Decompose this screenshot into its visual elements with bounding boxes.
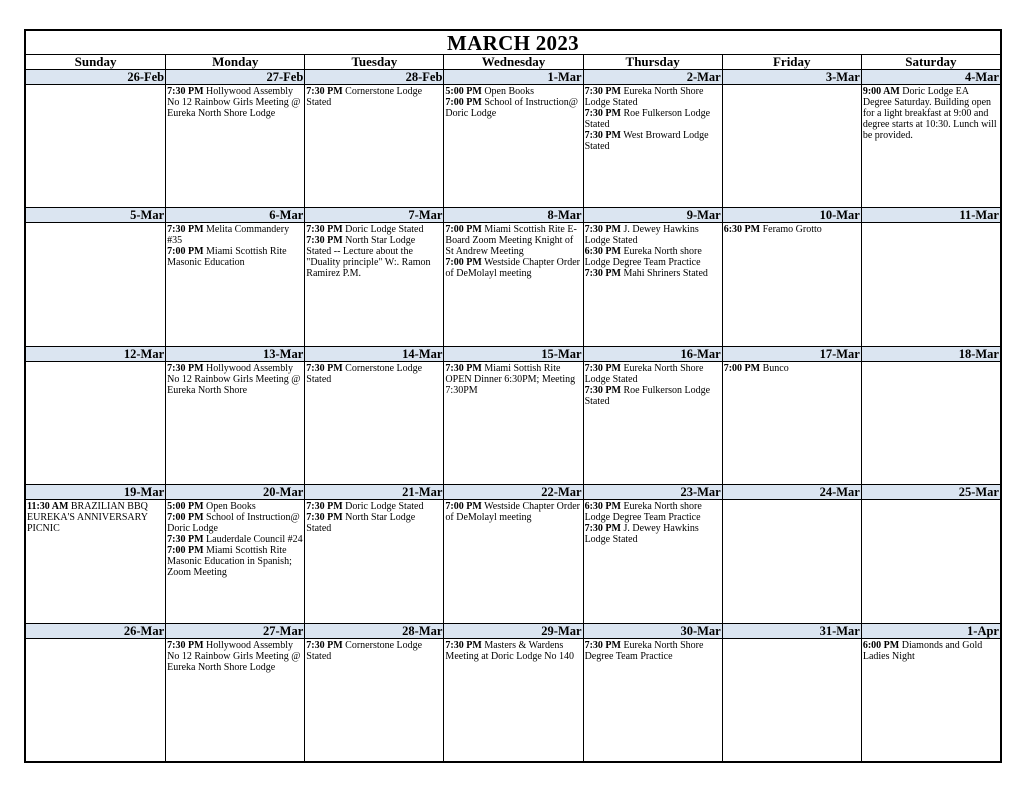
calendar-event (585, 130, 721, 152)
day-events (584, 223, 722, 279)
calendar-event (445, 86, 581, 97)
day-date: 27-Mar (166, 624, 304, 639)
day-cell (165, 624, 304, 761)
event-time: 7:30 PM (306, 362, 343, 374)
day-cell (583, 485, 722, 622)
event-time: 7:00 PM (167, 545, 204, 557)
day-cell (165, 208, 304, 345)
event-time: 7:00 PM (167, 512, 204, 524)
day-cell (443, 485, 582, 622)
calendar-event (167, 246, 303, 268)
event-description: School of Instruction@ Doric Lodge (167, 512, 300, 535)
calendar-event (445, 363, 581, 396)
day-events (26, 362, 165, 363)
event-description: Eureka North Shore Degree Team Practice (584, 639, 704, 662)
day-events (723, 639, 861, 640)
event-time: 7:30 PM (306, 501, 343, 513)
day-cell (583, 347, 722, 484)
day-date: 11-Mar (862, 208, 1000, 223)
event-description: Miami Scottish Rite Masonic Education (167, 246, 287, 269)
day-cell (26, 485, 165, 622)
weekday-wednesday: Wednesday (443, 55, 582, 69)
day-date: 12-Mar (26, 347, 165, 362)
day-events (305, 85, 443, 108)
weekday-saturday: Saturday (861, 55, 1000, 69)
day-date: 6-Mar (166, 208, 304, 223)
day-cell (861, 347, 1000, 484)
day-cell (165, 485, 304, 622)
day-date: 26-Feb (26, 70, 165, 85)
event-description: Miami Sottish Rite OPEN Dinner 6:30PM; Meeting 7:30PM (445, 362, 576, 396)
event-time: 6:00 PM (862, 639, 900, 651)
day-events (26, 639, 165, 640)
calendar-event (27, 501, 164, 534)
calendar-event (585, 86, 721, 108)
day-date: 5-Mar (26, 208, 165, 223)
day-events (166, 85, 304, 119)
day-events (305, 223, 443, 279)
day-date: 14-Mar (305, 347, 443, 362)
day-date: 3-Mar (723, 70, 861, 85)
event-time: 7:30 PM (584, 639, 621, 651)
week-row (26, 346, 1000, 484)
day-cell (26, 70, 165, 207)
event-time: 5:00 PM (445, 86, 482, 97)
day-cell (722, 624, 861, 761)
day-events (166, 223, 304, 268)
calendar-event (585, 501, 721, 523)
day-date: 28-Mar (305, 624, 443, 639)
event-description: Eureka North shore Lodge Degree Team Practice (584, 246, 702, 269)
calendar-event (585, 268, 721, 279)
event-time: 7:00 PM (445, 224, 482, 236)
day-events (723, 362, 861, 374)
weekday-header-row (26, 55, 1000, 70)
day-cell (861, 70, 1000, 207)
event-time: 7:30 PM (167, 86, 204, 97)
calendar-event (445, 501, 581, 523)
event-time: 5:00 PM (167, 501, 204, 513)
calendar-event (585, 385, 721, 407)
day-date: 22-Mar (444, 485, 582, 500)
event-description: Doric Lodge EA Degree Saturday. Building open for a light breakfast at 9:00 and degree starts at 10:30. Lunch will be provided. (862, 86, 997, 141)
event-description: Hollywood Assembly No 12 Rainbow Girls Meeting @ Eureka North Shore Lodge (167, 86, 301, 119)
event-description: Hollywood Assembly No 12 Rainbow Girls Meeting @ Eureka North Shore (167, 362, 301, 396)
event-time: 7:00 PM (445, 501, 482, 513)
day-date: 13-Mar (166, 347, 304, 362)
day-events (584, 362, 722, 407)
day-events (862, 223, 1000, 224)
day-cell (722, 485, 861, 622)
event-time: 7:30 PM (306, 639, 343, 651)
calendar-event (863, 640, 999, 662)
event-time: 7:30 PM (445, 362, 482, 374)
event-time: 7:30 PM (306, 512, 343, 524)
event-description: Doric Lodge Stated (345, 501, 424, 513)
weekday-friday: Friday (722, 55, 861, 69)
calendar (24, 29, 1002, 763)
day-events (584, 85, 722, 152)
day-events (166, 639, 304, 673)
event-time: 7:00 PM (445, 257, 482, 269)
event-time: 6:30 PM (723, 224, 761, 236)
calendar-event (167, 534, 303, 545)
day-cell (165, 70, 304, 207)
day-events (26, 500, 165, 534)
day-cell (304, 208, 443, 345)
day-events (444, 500, 582, 523)
day-events (166, 500, 304, 578)
day-cell (583, 624, 722, 761)
day-date: 25-Mar (862, 485, 1000, 500)
event-time: 9:00 AM (862, 86, 900, 97)
day-cell (26, 624, 165, 761)
event-description: J. Dewey Hawkins Lodge Stated (584, 523, 699, 546)
calendar-event (306, 501, 442, 512)
calendar-event (306, 640, 442, 662)
day-events (862, 85, 1000, 141)
day-events (166, 362, 304, 396)
day-cell (722, 70, 861, 207)
event-time: 7:30 PM (584, 523, 621, 535)
event-description: Masters & Wardens Meeting at Doric Lodge No 140 (445, 639, 575, 662)
event-time: 11:30 AM (27, 501, 69, 513)
day-date: 23-Mar (584, 485, 722, 500)
day-cell (443, 208, 582, 345)
weekday-monday: Monday (165, 55, 304, 69)
calendar-event (585, 640, 721, 662)
event-description: Hollywood Assembly No 12 Rainbow Girls Meeting @ Eureka North Shore Lodge (167, 639, 301, 673)
day-date: 24-Mar (723, 485, 861, 500)
day-events (723, 500, 861, 501)
event-description: Diamonds and Gold Ladies Night (862, 639, 983, 662)
event-time: 7:30 PM (584, 108, 621, 119)
event-description: Feramo Grotto (762, 224, 822, 236)
day-date: 28-Feb (305, 70, 443, 85)
event-description: Eureka North shore Lodge Degree Team Practice (584, 501, 702, 524)
event-description: School of Instruction@ Doric Lodge (445, 97, 578, 119)
day-cell (304, 485, 443, 622)
day-date: 10-Mar (723, 208, 861, 223)
weekday-sunday: Sunday (74, 54, 117, 69)
event-description: Melita Commandery #35 (167, 224, 290, 247)
event-description: Cornerstone Lodge Stated (306, 639, 423, 662)
week-row (26, 207, 1000, 345)
calendar-event (306, 224, 442, 235)
day-cell (861, 624, 1000, 761)
day-events (723, 223, 861, 235)
day-events (444, 639, 582, 662)
event-description: Eureka North Shore Lodge Stated (584, 86, 704, 108)
day-cell (26, 208, 165, 345)
event-time: 7:00 PM (445, 97, 482, 108)
event-description: Cornerstone Lodge Stated (306, 362, 423, 385)
day-cell (722, 347, 861, 484)
event-description: Westside Chapter Order of DeMolayl meeting (445, 501, 580, 524)
event-time: 7:00 PM (167, 246, 204, 258)
calendar-event (585, 363, 721, 385)
event-description: Roe Fulkerson Lodge Stated (584, 108, 711, 130)
weekday-tuesday: Tuesday (304, 55, 443, 69)
day-events (862, 362, 1000, 363)
day-date: 17-Mar (723, 347, 861, 362)
day-events (26, 85, 165, 86)
day-cell (304, 347, 443, 484)
calendar-event (167, 86, 303, 119)
event-description: Open Books (206, 501, 256, 513)
day-date: 7-Mar (305, 208, 443, 223)
event-description: Cornerstone Lodge Stated (306, 86, 423, 108)
calendar-event (445, 640, 581, 662)
weekday-thursday: Thursday (583, 55, 722, 69)
calendar-event (167, 224, 303, 246)
day-cell (304, 624, 443, 761)
event-time: 7:30 PM (584, 130, 621, 141)
day-events (26, 223, 165, 224)
day-cell (443, 624, 582, 761)
day-date: 26-Mar (26, 624, 165, 639)
day-events (723, 85, 861, 86)
day-cell (861, 208, 1000, 345)
calendar-event (585, 246, 721, 268)
event-time: 6:30 PM (584, 246, 621, 258)
calendar-event (585, 224, 721, 246)
event-description: Doric Lodge Stated (345, 224, 424, 236)
day-date: 1-Mar (444, 70, 582, 85)
day-events (444, 85, 582, 119)
event-time: 7:30 PM (167, 534, 204, 546)
day-events (862, 500, 1000, 501)
day-cell (722, 208, 861, 345)
day-date: 19-Mar (26, 485, 165, 500)
event-time: 7:30 PM (167, 224, 204, 236)
calendar-event (863, 86, 999, 141)
calendar-event (167, 512, 303, 534)
event-description: Lauderdale Council #24 (206, 534, 303, 546)
day-cell (583, 70, 722, 207)
event-description: West Broward Lodge Stated (584, 130, 709, 152)
event-description: Miami Scottish Rite Masonic Education in Spanish; Zoom Meeting (167, 545, 292, 579)
calendar-event (167, 640, 303, 673)
week-row (26, 484, 1000, 622)
day-date: 4-Mar (862, 70, 1000, 85)
event-time: 7:30 PM (167, 362, 204, 374)
calendar-event (306, 235, 442, 279)
event-time: 7:30 PM (584, 86, 621, 97)
calendar-event (167, 545, 303, 578)
day-date: 2-Mar (584, 70, 722, 85)
day-events (584, 639, 722, 662)
event-time: 7:30 PM (306, 235, 343, 247)
week-row (26, 70, 1000, 207)
day-cell (26, 347, 165, 484)
calendar-event (167, 363, 303, 396)
calendar-event (585, 108, 721, 130)
event-time: 7:30 PM (445, 639, 482, 651)
calendar-weeks (26, 70, 1000, 761)
calendar-event (167, 501, 303, 512)
day-date: 20-Mar (166, 485, 304, 500)
event-description: Roe Fulkerson Lodge Stated (584, 384, 711, 407)
day-date: 29-Mar (444, 624, 582, 639)
event-time: 7:30 PM (584, 224, 621, 236)
calendar-title: MARCH 2023 (26, 31, 1000, 55)
event-description: Westside Chapter Order of DeMolayl meeting (445, 257, 580, 280)
day-events (444, 362, 582, 396)
day-cell (304, 70, 443, 207)
day-cell (443, 347, 582, 484)
day-date: 15-Mar (444, 347, 582, 362)
day-events (305, 362, 443, 385)
event-description: BRAZILIAN BBQ EUREKA'S ANNIVERSARY PICNIC (27, 501, 148, 535)
calendar-event (445, 97, 581, 119)
day-events (444, 223, 582, 279)
day-date: 16-Mar (584, 347, 722, 362)
day-date: 27-Feb (166, 70, 304, 85)
event-time: 7:30 PM (584, 268, 621, 280)
day-date: 31-Mar (723, 624, 861, 639)
day-date: 21-Mar (305, 485, 443, 500)
day-date: 1-Apr (862, 624, 1000, 639)
event-description: J. Dewey Hawkins Lodge Stated (584, 224, 699, 247)
day-events (305, 639, 443, 662)
event-description: Open Books (484, 86, 535, 97)
event-description: Miami Scottish Rite E-Board Zoom Meeting Knight of St Andrew Meeting (445, 224, 577, 258)
day-date: 9-Mar (584, 208, 722, 223)
day-cell (165, 347, 304, 484)
day-date: 30-Mar (584, 624, 722, 639)
day-cell (583, 208, 722, 345)
day-events (305, 500, 443, 534)
event-time: 6:30 PM (584, 501, 621, 513)
event-description: North Star Lodge Stated -- Lecture about the "Duality principle" W:. Ramon Ramirez P.M. (306, 235, 431, 280)
event-time: 7:30 PM (584, 362, 621, 374)
day-events (584, 500, 722, 545)
event-time: 7:30 PM (306, 224, 343, 236)
calendar-event (724, 224, 860, 235)
event-time: 7:30 PM (167, 639, 204, 651)
event-description: North Star Lodge Stated (306, 512, 416, 535)
event-time: 7:00 PM (723, 362, 761, 374)
event-description: Eureka North Shore Lodge Stated (584, 362, 704, 385)
calendar-event (306, 512, 442, 534)
calendar-event (306, 86, 442, 108)
week-row (26, 623, 1000, 761)
event-time: 7:30 PM (306, 86, 343, 97)
day-date: 18-Mar (862, 347, 1000, 362)
calendar-event (445, 257, 581, 279)
calendar-event (306, 363, 442, 385)
calendar-event (445, 224, 581, 257)
event-time: 7:30 PM (584, 384, 621, 396)
event-description: Mahi Shriners Stated (623, 268, 708, 280)
event-description: Bunco (762, 362, 789, 374)
day-events (862, 639, 1000, 662)
calendar-event (724, 363, 860, 374)
day-date: 8-Mar (444, 208, 582, 223)
calendar-event (585, 523, 721, 545)
day-cell (443, 70, 582, 207)
day-cell (861, 485, 1000, 622)
